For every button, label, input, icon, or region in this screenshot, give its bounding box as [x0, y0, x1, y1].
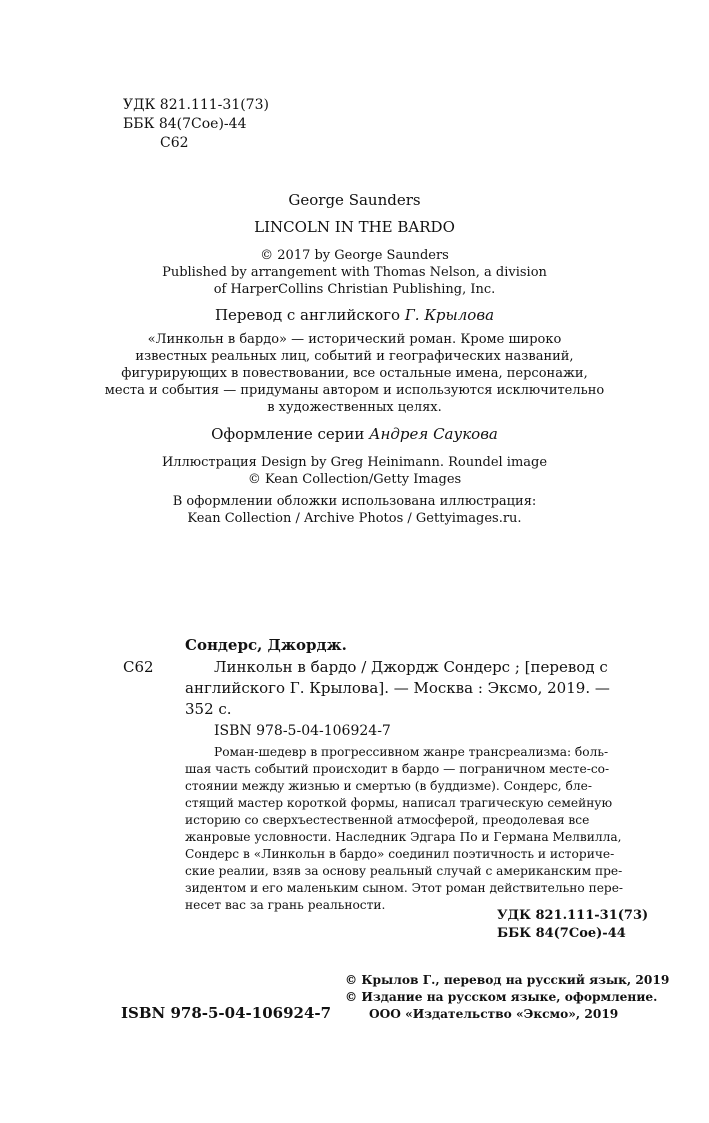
- copyright-line-1: © 2017 by George Saunders: [260, 248, 449, 263]
- rights-line-2: © Издание на русском языке, оформление.: [345, 990, 658, 1004]
- annotation-line-1: Роман-шедевр в прогрессивном жанре трансреализма: боль-: [214, 745, 609, 759]
- annotation-line-9: зидентом и его маленьким сыном. Этот роман действительно пере-: [185, 881, 624, 895]
- translation-prefix: Перевод с английского: [214, 306, 401, 324]
- cover-credit-line-1: В оформлении обложки использована иллюстрация:: [172, 494, 537, 509]
- footer-isbn: ISBN 978-5-04-106924-7: [121, 1004, 332, 1022]
- series-design-credit: [0, 425, 709, 443]
- disclaimer-line-1: «Линкольн в бардо» — исторический роман. Кроме широко: [147, 332, 562, 347]
- catalog-bbk: ББК 84(7Сое)-44: [497, 926, 626, 941]
- original-title: LINCOLN IN THE BARDO: [254, 218, 455, 236]
- disclaimer-line-5: в художественных целях.: [267, 400, 442, 415]
- copyright-line-3: of HarperCollins Christian Publishing, Inc.: [213, 282, 496, 297]
- bbk-code: ББК 84(7Сое)-44: [123, 116, 247, 132]
- catalog-udk: УДК 821.111-31(73): [497, 908, 649, 923]
- original-author: George Saunders: [288, 191, 421, 209]
- disclaimer-line-2: известных реальных лиц, событий и географических названий,: [135, 349, 574, 364]
- copyright-line-2: Published by arrangement with Thomas Nelson, a division: [162, 265, 547, 280]
- cover-credit-line-2: Kean Collection / Archive Photos / Gettyimages.ru.: [187, 511, 522, 526]
- annotation-line-10: несет вас за грань реальности.: [185, 898, 386, 912]
- catalog-isbn: ISBN 978-5-04-106924-7: [214, 723, 391, 739]
- annotation-line-4: стящий мастер короткой формы, написал трагическую семейную: [185, 796, 613, 810]
- disclaimer-line-4: места и события — придуманы автором и используются исключительно: [104, 383, 605, 398]
- annotation-line-6: жанровые условности. Наследник Эдгара По и Германа Мелвилла,: [185, 830, 622, 844]
- annotation-line-7: Сондерс в «Линкольн в бардо» соединил поэтичность и историче-: [185, 847, 615, 861]
- illustration-line-1: Иллюстрация Design by Greg Heinimann. Roundel image: [161, 455, 548, 470]
- author-sign-code: С62: [160, 135, 189, 151]
- catalog-author-heading: Сондерс, Джордж.: [185, 636, 347, 654]
- translation-credit: [0, 306, 709, 324]
- annotation-line-5: историю со сверхъестественной атмосферой, преодолевая все: [185, 813, 590, 827]
- disclaimer-line-3: фигурирующих в повествовании, все остальные имена, персонажи,: [121, 366, 588, 381]
- translator-name: Г. Крылова: [404, 306, 495, 324]
- annotation-line-2: шая часть событий происходит в бардо — пограничном месте-со-: [185, 762, 610, 776]
- catalog-entry-line-1: Линкольн в бардо / Джордж Сондерс ; [перевод с: [214, 658, 608, 676]
- series-prefix: Оформление серии: [211, 425, 365, 443]
- catalog-entry-line-2: английского Г. Крылова]. — Москва : Эксмо, 2019. —: [185, 679, 610, 697]
- series-designer-name: Андрея Саукова: [369, 425, 498, 443]
- annotation-line-8: ские реалии, взяв за основу реальный случай с американским пре-: [185, 864, 623, 878]
- catalog-code: С62: [123, 658, 154, 676]
- rights-line-1: © Крылов Г., перевод на русский язык, 2019: [345, 973, 670, 987]
- illustration-line-2: © Kean Collection/Getty Images: [247, 472, 462, 487]
- catalog-entry-line-3: 352 с.: [185, 700, 232, 718]
- annotation-line-3: стоянии между жизнью и смертью (в буддизме). Сондерс, бле-: [185, 779, 592, 793]
- udk-code: УДК 821.111-31(73): [123, 97, 269, 113]
- rights-line-3: ООО «Издательство «Эксмо», 2019: [369, 1007, 619, 1021]
